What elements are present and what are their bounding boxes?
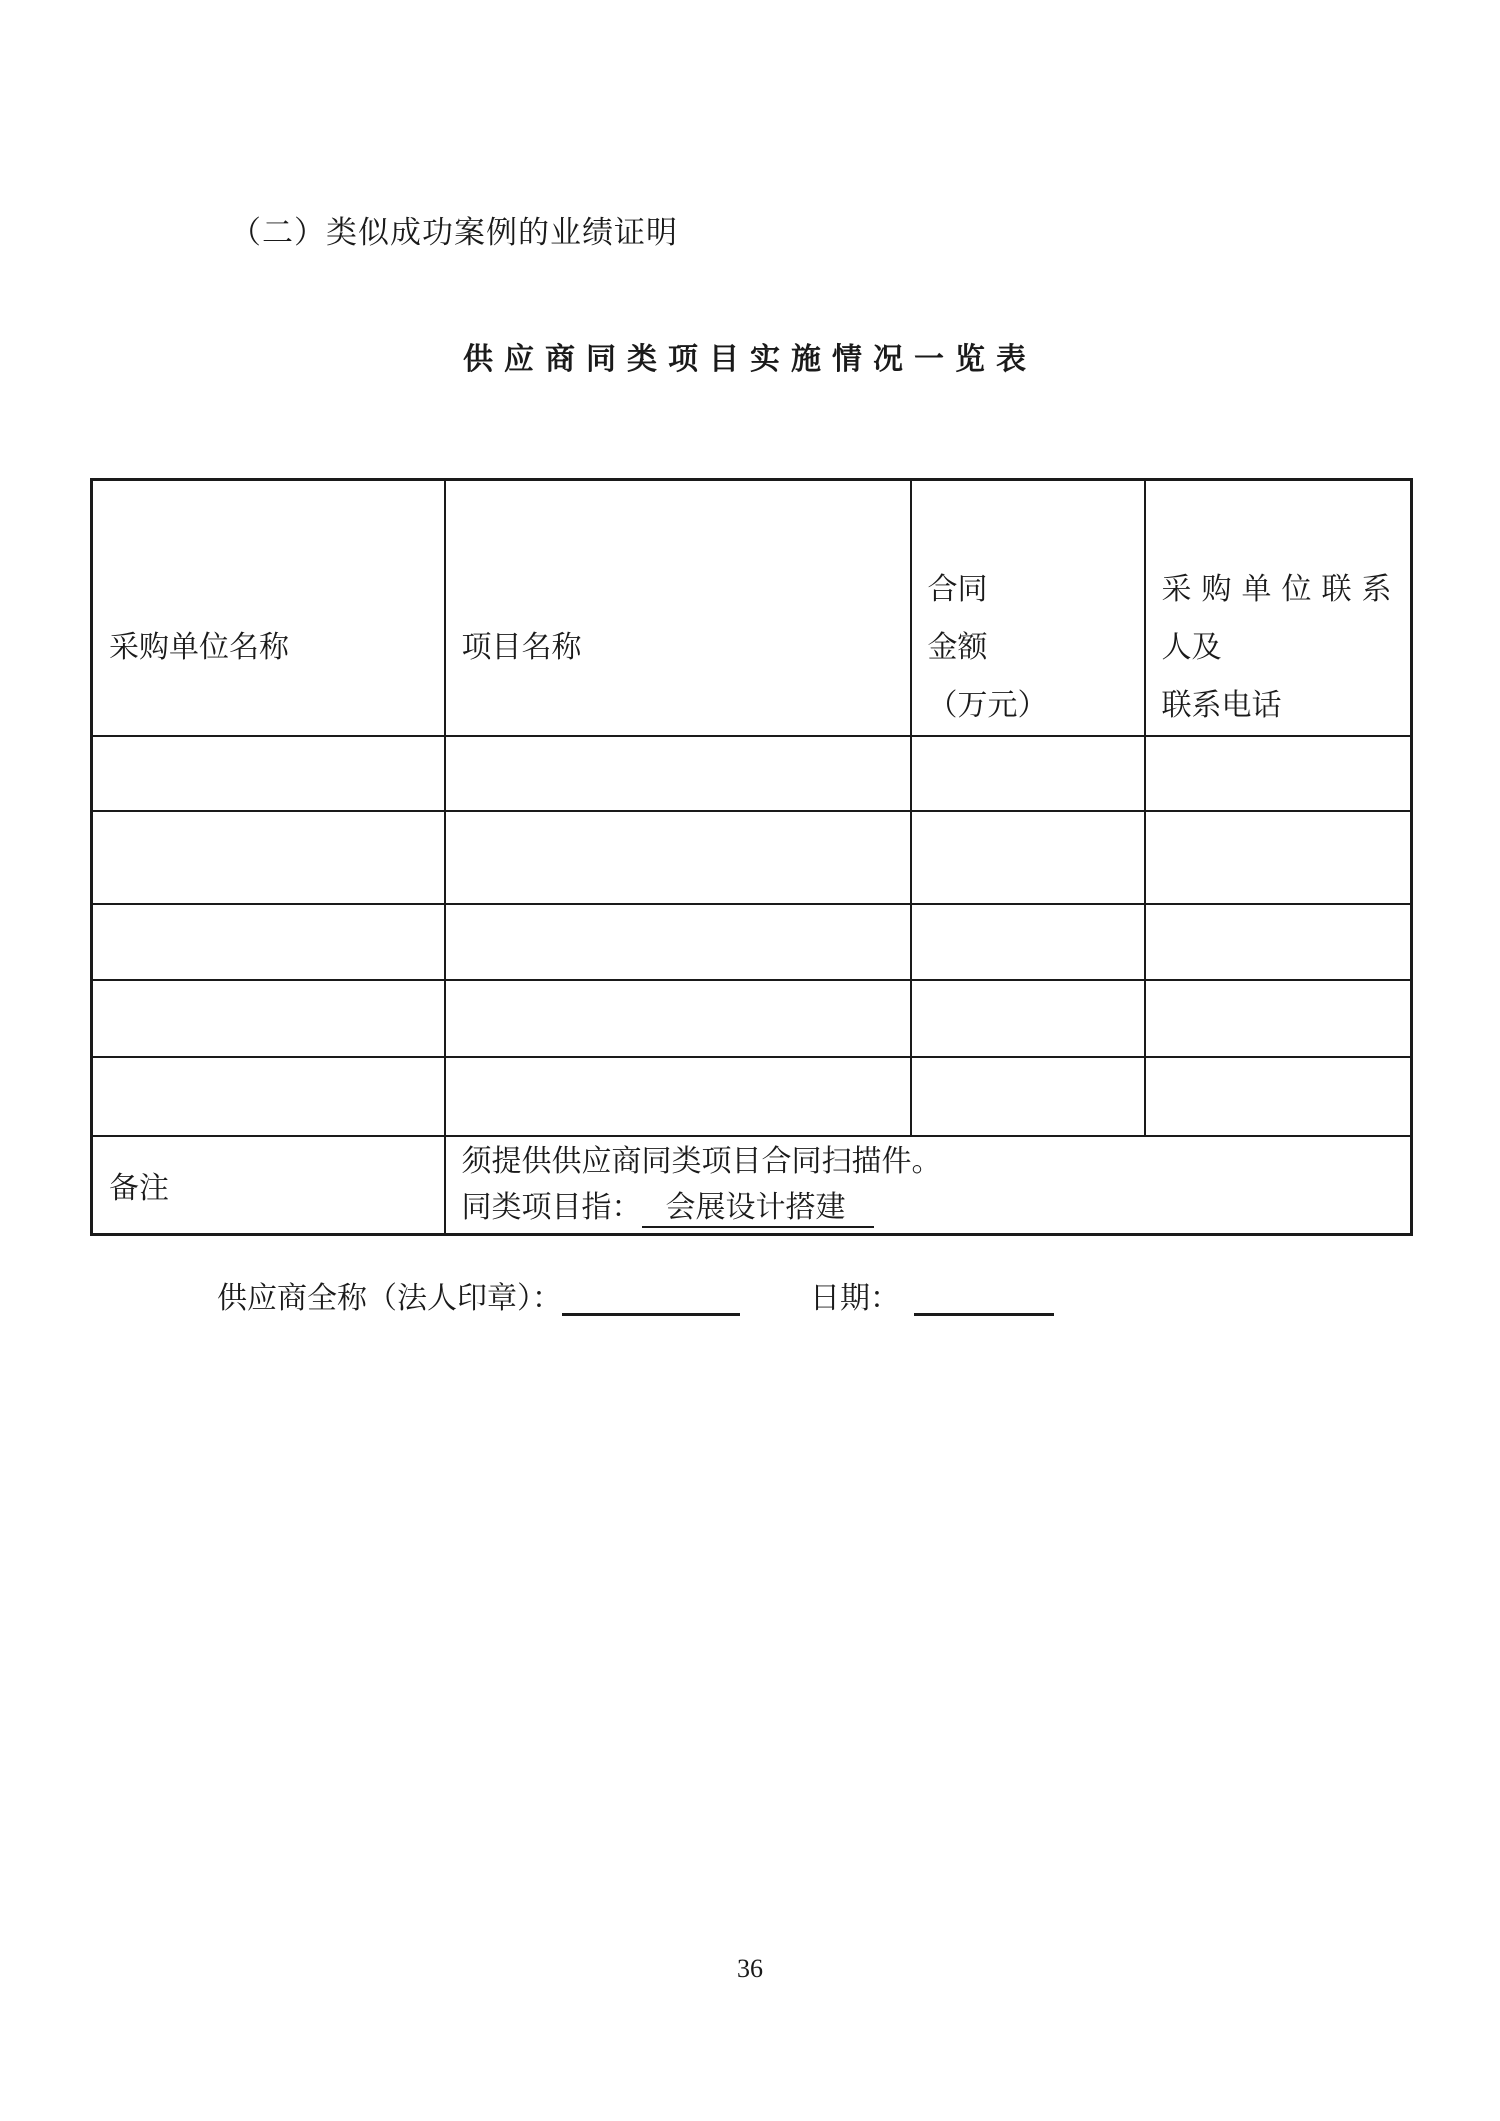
empty-cell <box>92 736 445 811</box>
supplier-fill-blank <box>562 1281 740 1316</box>
header-purchaser-label: 采购单位名称 <box>109 631 289 664</box>
empty-cell <box>1145 980 1412 1057</box>
page-number: 36 <box>737 1954 763 1983</box>
empty-row <box>92 904 1412 980</box>
remark-line1: 须提供供应商同类项目合同扫描件。 <box>461 1145 942 1178</box>
empty-cell <box>445 904 911 980</box>
date-label: 日期： <box>810 1282 900 1315</box>
signature-line <box>217 1278 1054 1320</box>
empty-row <box>92 980 1412 1057</box>
empty-cell <box>1145 811 1412 904</box>
empty-cell <box>1145 736 1412 811</box>
section-heading: （二）类似成功案例的业绩证明 <box>230 215 678 250</box>
header-project-label: 项目名称 <box>461 631 582 664</box>
remark-line2 <box>462 1185 1401 1231</box>
remark-label-cell <box>92 1136 445 1235</box>
date-fill-blank <box>914 1281 1054 1316</box>
header-amount-line1: 合同 <box>927 573 988 606</box>
empty-cell <box>92 904 445 980</box>
table-header-row <box>92 480 1412 737</box>
empty-cell <box>92 1057 445 1136</box>
empty-cell <box>1145 904 1412 980</box>
empty-cell <box>445 811 911 904</box>
header-cell-contact <box>1145 480 1412 737</box>
empty-row <box>92 811 1412 904</box>
remark-line2-prefix: 同类项目指： <box>461 1191 642 1224</box>
empty-row <box>92 736 1412 811</box>
empty-cell <box>92 811 445 904</box>
empty-cell <box>92 980 445 1057</box>
remark-label: 备注 <box>109 1172 169 1205</box>
remark-content-cell <box>445 1136 1412 1235</box>
empty-cell <box>911 1057 1145 1136</box>
header-contact-line3: 联系电话 <box>1161 689 1282 722</box>
empty-cell <box>1145 1057 1412 1136</box>
header-cell-project <box>445 480 911 737</box>
table-title: 供应商同类项目实施情况一览表 <box>463 343 1037 376</box>
remark-underlined-value: 会展设计搭建 <box>642 1191 874 1228</box>
empty-cell <box>445 1057 911 1136</box>
empty-row <box>92 1057 1412 1136</box>
empty-cell <box>911 736 1145 811</box>
empty-cell <box>445 736 911 811</box>
header-contact-line1: 采购单位联系 <box>1161 573 1402 606</box>
header-cell-purchaser <box>92 480 445 737</box>
supplier-seal-label: 供应商全称（法人印章）： <box>217 1282 562 1315</box>
empty-cell <box>911 980 1145 1057</box>
header-contact-line2: 人及 <box>1161 631 1222 664</box>
header-amount-line3: （万元） <box>927 689 1048 722</box>
empty-cell <box>911 904 1145 980</box>
header-amount-line2: 金额 <box>927 631 988 664</box>
empty-cell <box>445 980 911 1057</box>
header-cell-amount <box>911 480 1145 737</box>
empty-cell <box>911 811 1145 904</box>
performance-table <box>90 478 1413 1236</box>
remark-row <box>92 1136 1412 1235</box>
